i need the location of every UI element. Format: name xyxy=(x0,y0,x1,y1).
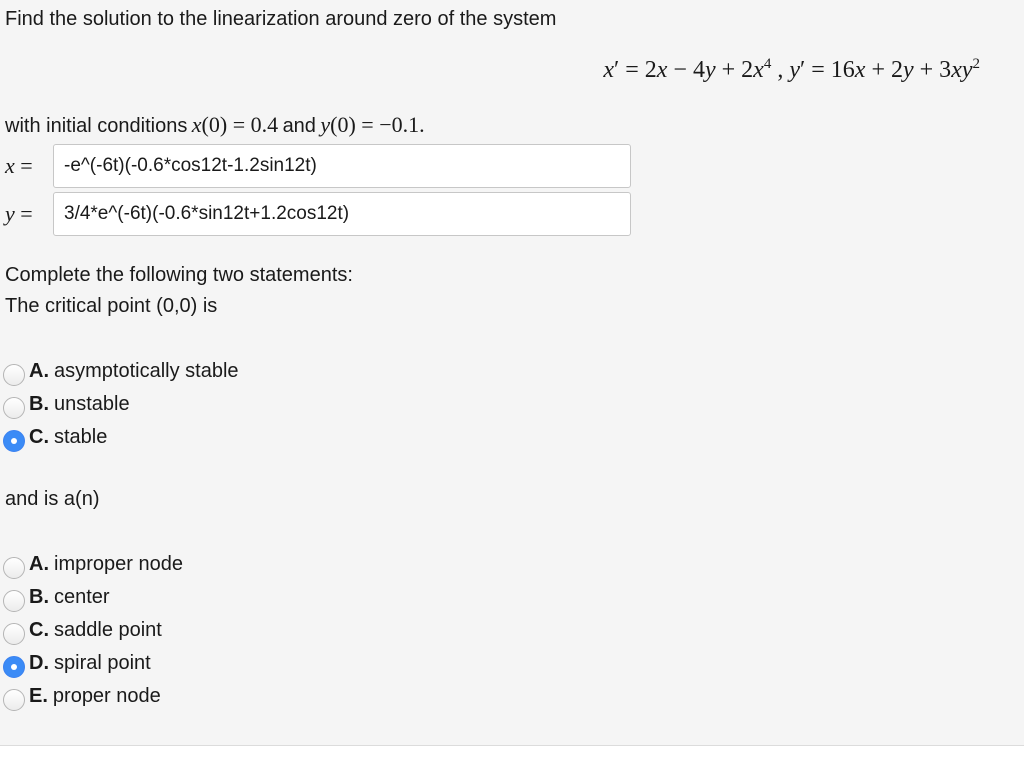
radio-button[interactable] xyxy=(3,689,25,711)
system-equations: $x' = 2x - 4y + 2x^4$ , $y' = 16x + 2y + 3xy^2$ xyxy=(603,56,980,83)
instruction-text: Complete the following two statements: xyxy=(5,264,353,286)
option-letter: E. xyxy=(29,684,48,707)
y-answer-row xyxy=(5,192,631,236)
stability-option-a[interactable] xyxy=(3,356,239,386)
radio-button[interactable] xyxy=(3,623,25,645)
option-label: center xyxy=(54,585,110,608)
x0-expression: x(0) = xyxy=(191,112,251,137)
critical-point-text: The critical point (0,0) is xyxy=(5,295,218,317)
option-letter: A. xyxy=(29,359,49,382)
type-option-c[interactable] xyxy=(3,615,162,645)
stability-option-c[interactable] xyxy=(3,422,107,452)
radio-button[interactable] xyxy=(3,397,25,419)
radio-button[interactable] xyxy=(3,364,25,386)
type-option-d[interactable] xyxy=(3,648,151,678)
option-letter: D. xyxy=(29,651,49,674)
y0-value: −0.1. xyxy=(379,112,425,137)
option-letter: A. xyxy=(29,552,49,575)
radio-button[interactable] xyxy=(3,557,25,579)
option-label: saddle point xyxy=(54,618,162,641)
initial-conditions xyxy=(5,112,425,138)
option-label: improper node xyxy=(54,552,183,575)
x-answer-input[interactable] xyxy=(53,144,631,188)
radio-button-checked[interactable] xyxy=(3,656,25,678)
node-type-text: and is a(n) xyxy=(5,488,100,510)
radio-button[interactable] xyxy=(3,590,25,612)
option-letter: C. xyxy=(29,618,49,641)
type-option-a[interactable] xyxy=(3,549,183,579)
option-label: stable xyxy=(54,425,108,448)
bottom-divider xyxy=(0,745,1024,758)
option-label: unstable xyxy=(54,392,130,415)
option-letter: B. xyxy=(29,585,49,608)
y-answer-input[interactable] xyxy=(53,192,631,236)
stability-option-b[interactable] xyxy=(3,389,130,419)
option-letter: C. xyxy=(29,425,49,448)
x-answer-row xyxy=(5,144,631,188)
option-label: proper node xyxy=(52,684,161,707)
radio-button-checked[interactable] xyxy=(3,430,25,452)
initial-conditions-and: and xyxy=(282,115,316,137)
option-letter: B. xyxy=(29,392,49,415)
question-intro: Find the solution to the linearization around zero of the system xyxy=(5,8,557,30)
y0-expression: y(0) = xyxy=(320,112,380,137)
option-label: asymptotically stable xyxy=(54,359,239,382)
y-answer-label: y = xyxy=(5,201,33,226)
initial-conditions-label: with initial conditions xyxy=(5,115,188,137)
x-answer-label: x = xyxy=(5,153,33,178)
type-option-b[interactable] xyxy=(3,582,110,612)
type-option-e[interactable] xyxy=(3,681,161,711)
x0-value: 0.4 xyxy=(250,112,279,137)
option-label: spiral point xyxy=(54,651,151,674)
